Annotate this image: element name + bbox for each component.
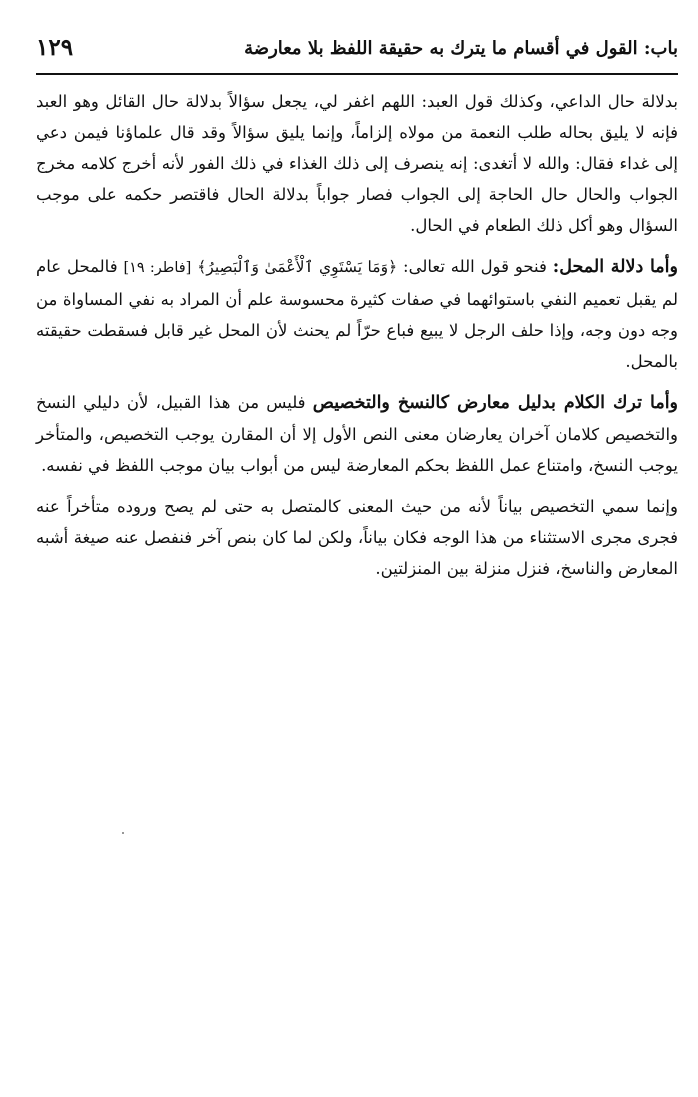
page-header [36,30,678,70]
running-title: باب: القول في أقسام ما يترك به حقيقة اللفظ بلا معارضة [244,38,678,59]
paragraph-2-intro: فنحو قول الله تعالى: [403,257,547,276]
page-number: ١٢٩ [36,34,74,61]
paragraph-2 [36,251,678,377]
page-body [36,86,678,594]
paragraph-2-lead: وأما دلالة المحل: [552,257,678,277]
scan-speck [122,832,124,834]
paragraph-3-body: فليس من هذا القبيل، لأن دليلي النسخ والتخصيص كلامان آخران يعارضان معنى النص الأول إلا أن المقارن يوجب التخصيص، والمتأخر يوجب النسخ، وامتناع عمل اللفظ بحكم المعارضة ليس من أبواب بيان موجب اللفظ في نفسه. [36,393,678,475]
verse-citation: [فاطر: ١٩] [123,260,192,276]
paragraph-3 [36,387,678,481]
quran-verse: ﴿وَمَا يَسْتَوِي ٱلْأَعْمَىٰ وَٱلْبَصِيرُ﴾ [197,258,398,276]
paragraph-2-body: فالمحل عام لم يقبل تعميم النفي باستوائهما في صفات كثيرة محسوسة علم أن المراد به نفي المساواة من وجه دون وجه، وإذا حلف الرجل لا يبيع فباع حرّاً لم يحنث لأن المحل غير قابل فسقطت حقيقته بالمحل. [36,257,678,371]
header-divider [36,73,678,75]
paragraph-1: بدلالة حال الداعي، وكذلك قول العبد: اللهم اغفر لي، يجعل سؤالاً بدلالة حال القائل وهو العبد فإنه لا يليق بحاله طلب النعمة من مولاه إلزاماً، وإنما يليق سؤالاً وقد قال علماؤنا فيمن دعي إلى غداء فقال: والله لا أتغدى: إنه ينصرف إلى ذلك الغذاء في ذلك الفور لأنه أخرج كلامه مخرج الجواب والحال حال الحاجة إلى الجواب فصار جواباً بدلالة الحال فاقتصر حكمه على موجب السؤال وهو أكل ذلك الطعام في الحال. [36,92,678,235]
paragraph-3-lead: وأما ترك الكلام بدليل معارض كالنسخ والتخصيص [312,393,679,413]
paragraph-4: وإنما سمي التخصيص بياناً لأنه من حيث المعنى كالمتصل به حتى لم يصح وروده متأخراً عنه فجرى مجرى الاستثناء من هذا الوجه فكان بياناً، ولكن لما كان بنص آخر فنفصل عنه صيغة أشبه المعارض والناسخ، فنزل منزلة بين المنزلتين. [36,497,678,578]
